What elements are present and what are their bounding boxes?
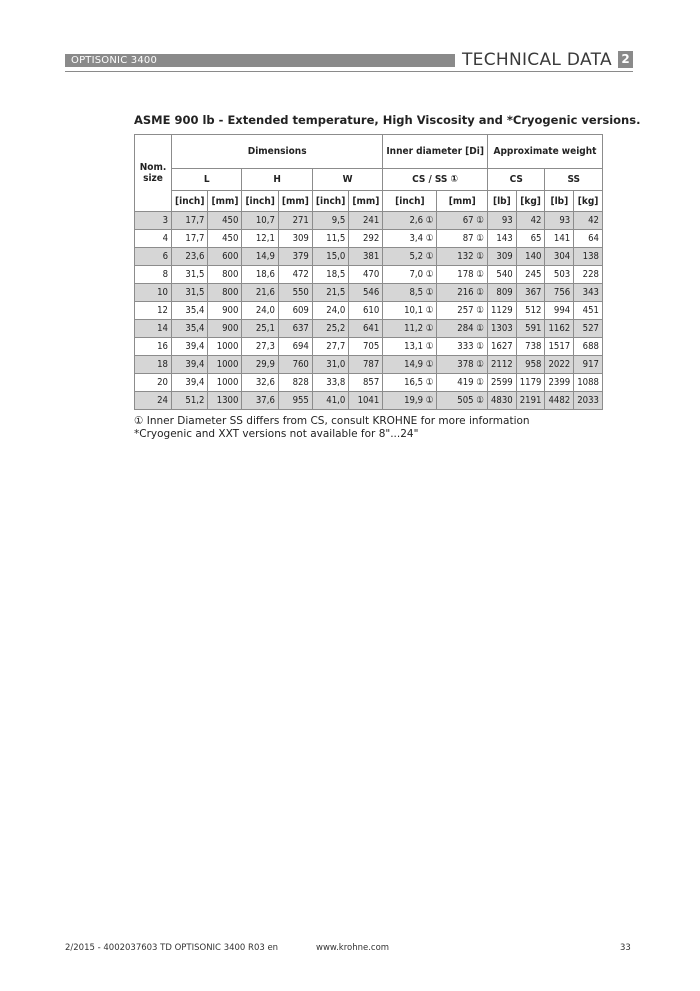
header-approx-weight: Approximate weight xyxy=(487,135,602,169)
unit-header: [inch] xyxy=(383,191,437,212)
table-cell: 641 xyxy=(349,320,383,338)
table-cell: 27,3 xyxy=(242,338,278,356)
table-cell: 958 xyxy=(516,356,545,374)
table-cell: 4830 xyxy=(487,392,516,410)
table-row xyxy=(135,320,603,338)
units-row xyxy=(135,191,603,212)
row-nom-size: 4 xyxy=(135,230,172,248)
table-cell: 228 xyxy=(574,266,603,284)
table-cell: 12,1 xyxy=(242,230,278,248)
table-cell: 4482 xyxy=(545,392,574,410)
header-W: W xyxy=(312,169,382,191)
table-cell: 24,0 xyxy=(312,302,348,320)
table-cell: 67 ① xyxy=(437,212,488,230)
table-cell: 3,4 ① xyxy=(383,230,437,248)
table-cell: 39,4 xyxy=(172,338,208,356)
table-row xyxy=(135,374,603,392)
table-cell: 241 xyxy=(349,212,383,230)
table-row xyxy=(135,338,603,356)
table-row xyxy=(135,392,603,410)
table-cell: 809 xyxy=(487,284,516,302)
table-cell: 18,5 xyxy=(312,266,348,284)
section-title: TECHNICAL DATA xyxy=(462,50,612,70)
table-cell: 419 ① xyxy=(437,374,488,392)
footnote: ① Inner Diameter SS differs from CS, consult KROHNE for more information xyxy=(134,415,530,427)
table-cell: 31,0 xyxy=(312,356,348,374)
table-cell: 688 xyxy=(574,338,603,356)
table-cell: 546 xyxy=(349,284,383,302)
row-nom-size: 8 xyxy=(135,266,172,284)
row-nom-size: 3 xyxy=(135,212,172,230)
footnote: *Cryogenic and XXT versions not available for 8"...24" xyxy=(134,428,419,440)
table-row xyxy=(135,302,603,320)
table-cell: 16,5 ① xyxy=(383,374,437,392)
table-cell: 41,0 xyxy=(312,392,348,410)
table-cell: 284 ① xyxy=(437,320,488,338)
table-cell: 5,2 ① xyxy=(383,248,437,266)
table-cell: 31,5 xyxy=(172,284,208,302)
table-cell: 42 xyxy=(516,212,545,230)
table-cell: 13,1 ① xyxy=(383,338,437,356)
table-cell: 11,5 xyxy=(312,230,348,248)
table-cell: 450 xyxy=(208,230,242,248)
table-cell: 705 xyxy=(349,338,383,356)
product-name: OPTISONIC 3400 xyxy=(65,54,455,67)
table-cell: 32,6 xyxy=(242,374,278,392)
table-cell: 25,1 xyxy=(242,320,278,338)
row-nom-size: 6 xyxy=(135,248,172,266)
table-cell: 738 xyxy=(516,338,545,356)
unit-header: [inch] xyxy=(172,191,208,212)
table-cell: 10,1 ① xyxy=(383,302,437,320)
table-cell: 37,6 xyxy=(242,392,278,410)
table-cell: 610 xyxy=(349,302,383,320)
table-cell: 87 ① xyxy=(437,230,488,248)
table-cell: 17,7 xyxy=(172,230,208,248)
unit-header: [mm] xyxy=(437,191,488,212)
table-cell: 93 xyxy=(487,212,516,230)
table-cell: 21,5 xyxy=(312,284,348,302)
table-cell: 309 xyxy=(487,248,516,266)
dimensions-table xyxy=(134,134,603,410)
table-cell: 39,4 xyxy=(172,356,208,374)
row-nom-size: 14 xyxy=(135,320,172,338)
table-body xyxy=(135,212,603,410)
header-L: L xyxy=(172,169,242,191)
table-cell: 138 xyxy=(574,248,603,266)
table-cell: 39,4 xyxy=(172,374,208,392)
table-cell: 141 xyxy=(545,230,574,248)
table-cell: 1179 xyxy=(516,374,545,392)
table-cell: 33,8 xyxy=(312,374,348,392)
table-cell: 2022 xyxy=(545,356,574,374)
table-cell: 760 xyxy=(278,356,312,374)
table-cell: 800 xyxy=(208,284,242,302)
table-cell: 7,0 ① xyxy=(383,266,437,284)
footer-doc-ref: 2/2015 - 4002037603 TD OPTISONIC 3400 R03 en xyxy=(65,943,279,953)
unit-header: [inch] xyxy=(312,191,348,212)
table-cell: 1300 xyxy=(208,392,242,410)
table-cell: 14,9 ① xyxy=(383,356,437,374)
table-cell: 503 xyxy=(545,266,574,284)
table-cell: 2399 xyxy=(545,374,574,392)
row-nom-size: 12 xyxy=(135,302,172,320)
table-cell: 591 xyxy=(516,320,545,338)
table-cell: 304 xyxy=(545,248,574,266)
table-cell: 1088 xyxy=(574,374,603,392)
table-cell: 10,7 xyxy=(242,212,278,230)
table-cell: 900 xyxy=(208,302,242,320)
table-cell: 1000 xyxy=(208,338,242,356)
table-cell: 857 xyxy=(349,374,383,392)
row-nom-size: 20 xyxy=(135,374,172,392)
table-cell: 27,7 xyxy=(312,338,348,356)
table-cell: 25,2 xyxy=(312,320,348,338)
table-cell: 512 xyxy=(516,302,545,320)
header-divider xyxy=(65,71,633,72)
table-cell: 470 xyxy=(349,266,383,284)
table-row xyxy=(135,266,603,284)
header-dimensions: Dimensions xyxy=(172,135,383,169)
section-number-badge: 2 xyxy=(618,51,633,68)
table-cell: 245 xyxy=(516,266,545,284)
table-cell: 51,2 xyxy=(172,392,208,410)
table-cell: 378 ① xyxy=(437,356,488,374)
table-cell: 1041 xyxy=(349,392,383,410)
table-cell: 381 xyxy=(349,248,383,266)
table-cell: 35,4 xyxy=(172,302,208,320)
table-row xyxy=(135,248,603,266)
table-cell: 178 ① xyxy=(437,266,488,284)
table-cell: 694 xyxy=(278,338,312,356)
footnotes xyxy=(134,415,530,441)
row-nom-size: 10 xyxy=(135,284,172,302)
unit-header: [kg] xyxy=(574,191,603,212)
table-cell: 132 ① xyxy=(437,248,488,266)
table-cell: 35,4 xyxy=(172,320,208,338)
table-cell: 600 xyxy=(208,248,242,266)
table-cell: 333 ① xyxy=(437,338,488,356)
table-cell: 367 xyxy=(516,284,545,302)
table-cell: 2033 xyxy=(574,392,603,410)
table-row xyxy=(135,230,603,248)
unit-header: [lb] xyxy=(487,191,516,212)
header-SS: SS xyxy=(545,169,603,191)
table-cell: 65 xyxy=(516,230,545,248)
table-cell: 609 xyxy=(278,302,312,320)
row-nom-size: 16 xyxy=(135,338,172,356)
page-header xyxy=(65,50,633,70)
table-cell: 140 xyxy=(516,248,545,266)
table-title: ASME 900 lb - Extended temperature, High Viscosity and *Cryogenic versions. xyxy=(134,113,641,127)
table-cell: 756 xyxy=(545,284,574,302)
table-cell: 1000 xyxy=(208,356,242,374)
footer-page-number: 33 xyxy=(620,943,631,953)
table-cell: 540 xyxy=(487,266,516,284)
unit-header: [mm] xyxy=(208,191,242,212)
table-cell: 472 xyxy=(278,266,312,284)
table-cell: 1303 xyxy=(487,320,516,338)
table-row xyxy=(135,212,603,230)
unit-header: [inch] xyxy=(242,191,278,212)
header-cs-ss: CS / SS ① xyxy=(383,169,488,191)
table-cell: 637 xyxy=(278,320,312,338)
table-cell: 505 ① xyxy=(437,392,488,410)
table-cell: 14,9 xyxy=(242,248,278,266)
table-cell: 550 xyxy=(278,284,312,302)
table-cell: 800 xyxy=(208,266,242,284)
table-cell: 900 xyxy=(208,320,242,338)
table-cell: 11,2 ① xyxy=(383,320,437,338)
table-cell: 2191 xyxy=(516,392,545,410)
table-cell: 64 xyxy=(574,230,603,248)
table-cell: 21,6 xyxy=(242,284,278,302)
unit-header: [lb] xyxy=(545,191,574,212)
table-cell: 19,9 ① xyxy=(383,392,437,410)
table-cell: 93 xyxy=(545,212,574,230)
table-cell: 917 xyxy=(574,356,603,374)
table-cell: 18,6 xyxy=(242,266,278,284)
table-cell: 216 ① xyxy=(437,284,488,302)
table-cell: 292 xyxy=(349,230,383,248)
table-cell: 9,5 xyxy=(312,212,348,230)
table-cell: 343 xyxy=(574,284,603,302)
table-cell: 2,6 ① xyxy=(383,212,437,230)
unit-header: [mm] xyxy=(349,191,383,212)
table-cell: 1517 xyxy=(545,338,574,356)
table-cell: 2599 xyxy=(487,374,516,392)
table-cell: 23,6 xyxy=(172,248,208,266)
table-cell: 1162 xyxy=(545,320,574,338)
table-cell: 379 xyxy=(278,248,312,266)
header-H: H xyxy=(242,169,312,191)
table-cell: 15,0 xyxy=(312,248,348,266)
table-cell: 31,5 xyxy=(172,266,208,284)
table-cell: 42 xyxy=(574,212,603,230)
table-cell: 8,5 ① xyxy=(383,284,437,302)
footer-website: www.krohne.com xyxy=(316,943,390,953)
table-cell: 29,9 xyxy=(242,356,278,374)
header-nom-size: Nom. size xyxy=(135,135,172,212)
table-cell: 527 xyxy=(574,320,603,338)
table-cell: 787 xyxy=(349,356,383,374)
table-cell: 17,7 xyxy=(172,212,208,230)
table-cell: 955 xyxy=(278,392,312,410)
table-row xyxy=(135,284,603,302)
table-cell: 1000 xyxy=(208,374,242,392)
table-row xyxy=(135,356,603,374)
table-cell: 143 xyxy=(487,230,516,248)
table-cell: 1627 xyxy=(487,338,516,356)
row-nom-size: 24 xyxy=(135,392,172,410)
table-cell: 2112 xyxy=(487,356,516,374)
table-cell: 994 xyxy=(545,302,574,320)
table-cell: 24,0 xyxy=(242,302,278,320)
table-cell: 451 xyxy=(574,302,603,320)
row-nom-size: 18 xyxy=(135,356,172,374)
header-CS: CS xyxy=(487,169,545,191)
table-cell: 309 xyxy=(278,230,312,248)
table-cell: 271 xyxy=(278,212,312,230)
header-inner-diameter: Inner diameter [Di] xyxy=(383,135,488,169)
table-cell: 257 ① xyxy=(437,302,488,320)
unit-header: [kg] xyxy=(516,191,545,212)
table-cell: 828 xyxy=(278,374,312,392)
unit-header: [mm] xyxy=(278,191,312,212)
table-cell: 450 xyxy=(208,212,242,230)
table-cell: 1129 xyxy=(487,302,516,320)
